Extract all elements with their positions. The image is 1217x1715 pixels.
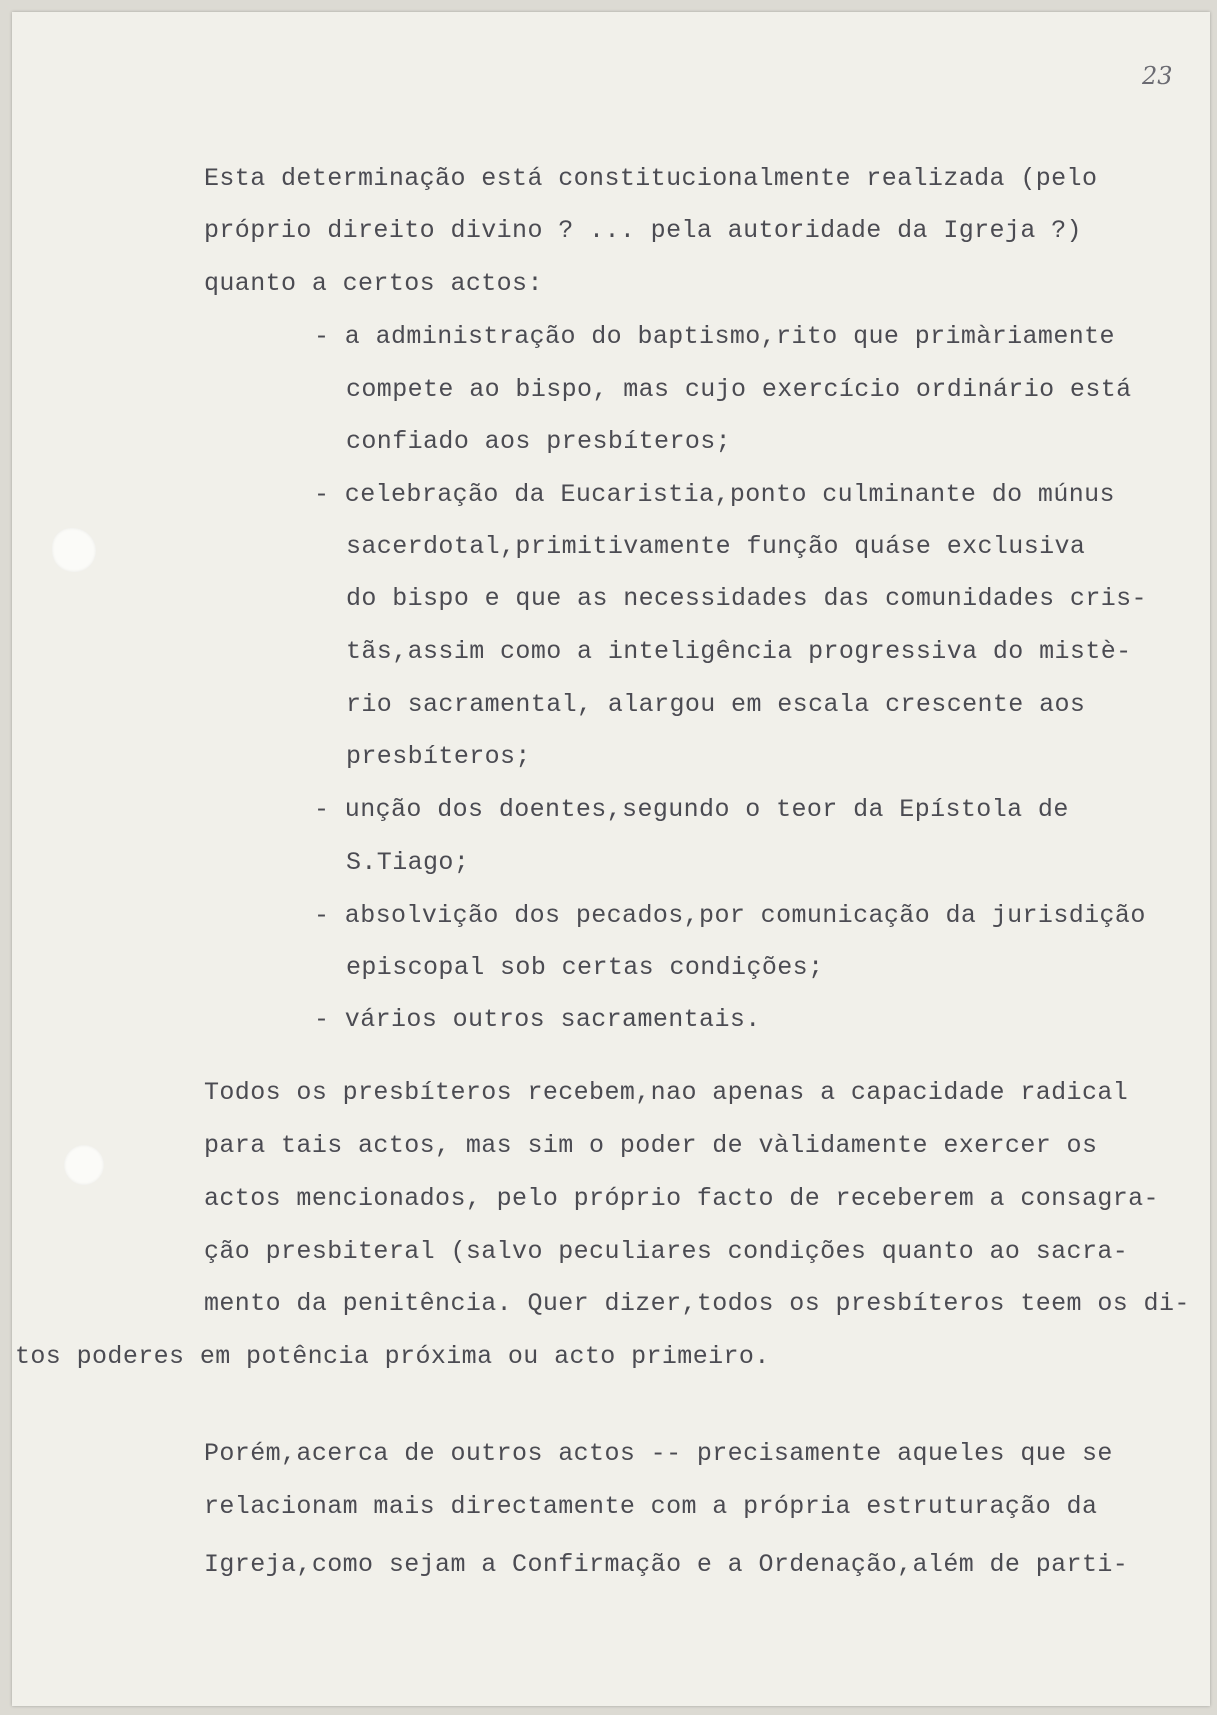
page-number: 23 [1142, 62, 1173, 90]
text-line: tos poderes em potência próxima ou acto primeiro. [15, 1342, 770, 1371]
text-line: ção presbiteral (salvo peculiares condições quanto ao sacra- [204, 1237, 1129, 1266]
text-line: quanto a certos actos: [204, 269, 543, 298]
text-line: episcopal sob certas condições; [346, 953, 824, 982]
text-line: sacerdotal,primitivamente função quáse exclusiva [346, 532, 1086, 561]
text-line: Todos os presbíteros recebem,nao apenas a capacidade radical [204, 1078, 1129, 1107]
text-line: compete ao bispo, mas cujo exercício ordinário está [346, 375, 1132, 404]
list-item: - celebração da Eucaristia,ponto culminante do múnus [314, 480, 1115, 509]
list-item: - vários outros sacramentais. [314, 1005, 761, 1034]
document-page [12, 12, 1210, 1706]
text-line: rio sacramental, alargou em escala crescente aos [346, 690, 1086, 719]
text-line: relacionam mais directamente com a própria estruturação da [204, 1492, 1098, 1521]
text-line: para tais actos, mas sim o poder de vàlidamente exercer os [204, 1131, 1098, 1160]
text-line: actos mencionados, pelo próprio facto de receberem a consagra- [204, 1184, 1159, 1213]
punch-hole [64, 1145, 104, 1185]
text-line: confiado aos presbíteros; [346, 427, 732, 456]
list-item: - absolvição dos pecados,por comunicação da jurisdição [314, 901, 1146, 930]
text-line: mento da penitência. Quer dizer,todos os presbíteros teem os di- [204, 1289, 1190, 1318]
text-line: presbíteros; [346, 742, 531, 771]
text-line: do bispo e que as necessidades das comunidades cris- [346, 584, 1147, 613]
list-item: - a administração do baptismo,rito que primàriamente [314, 322, 1115, 351]
document-body [12, 12, 1210, 1579]
text-line: S.Tiago; [346, 848, 470, 877]
text-line: Igreja,como sejam a Confirmação e a Ordenação,além de parti- [204, 1550, 1129, 1579]
text-line: próprio direito divino ? ... pela autoridade da Igreja ?) [204, 216, 1082, 245]
text-line: tãs,assim como a inteligência progressiva do mistè- [346, 637, 1132, 666]
text-line: Porém,acerca de outros actos -- precisamente aqueles que se [204, 1439, 1113, 1468]
text-line: Esta determinação está constitucionalmente realizada (pelo [204, 164, 1098, 193]
list-item: - unção dos doentes,segundo o teor da Epístola de [314, 795, 1069, 824]
